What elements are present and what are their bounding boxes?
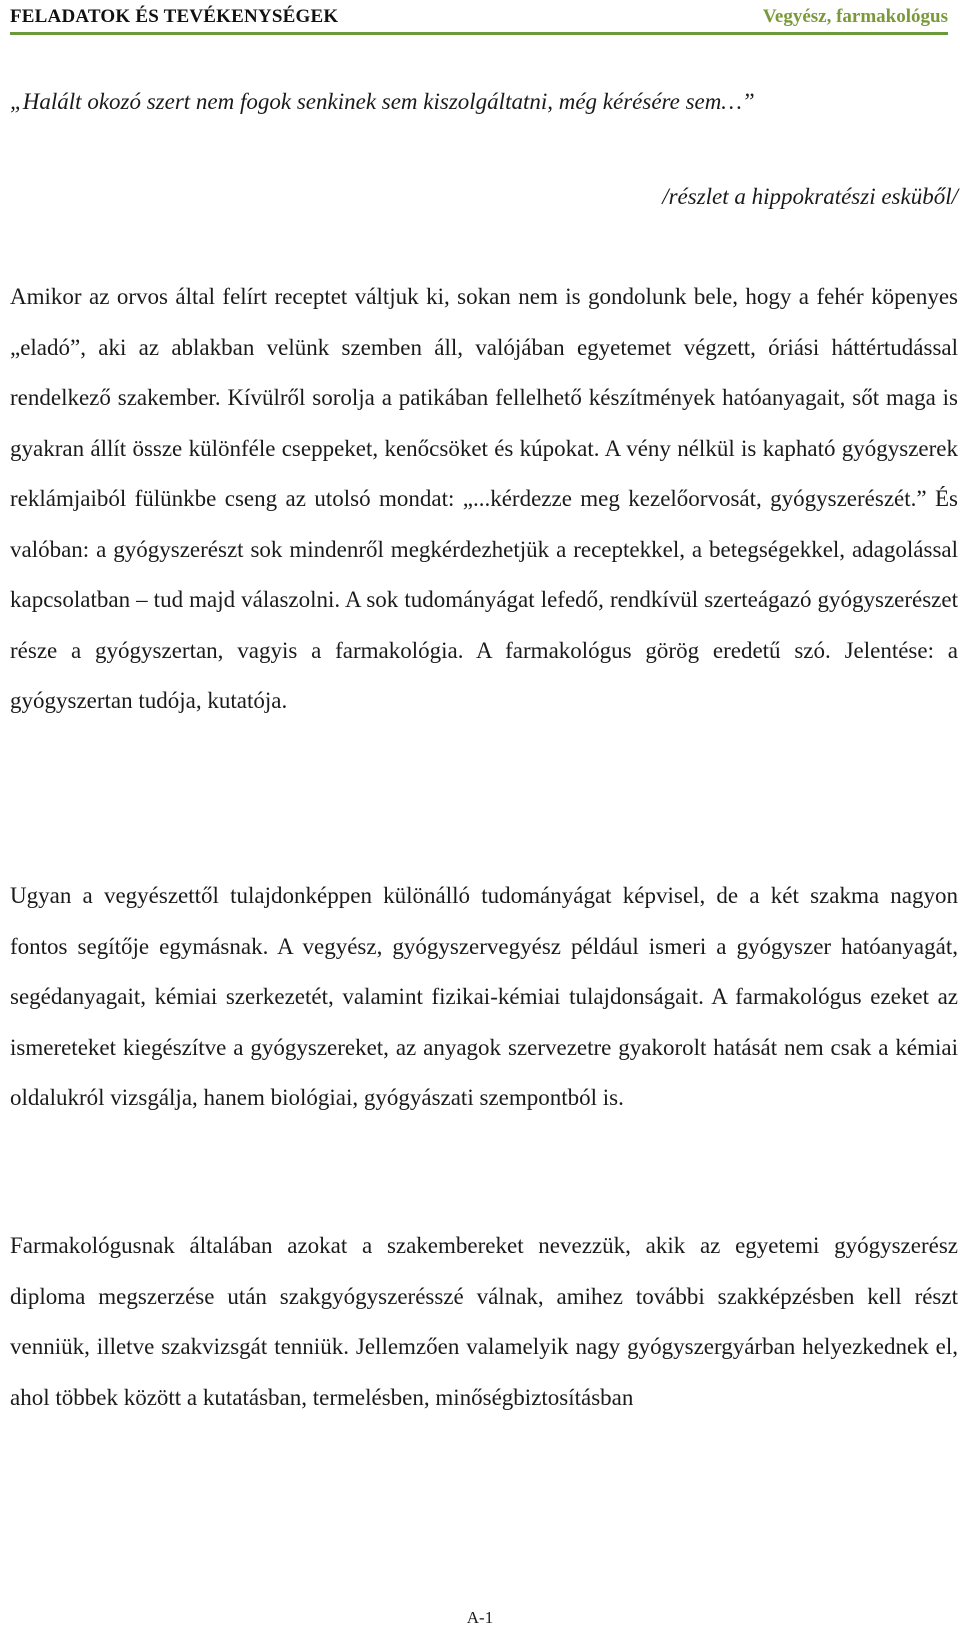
section-title: FELADATOK ÉS TEVÉKENYSÉGEK <box>10 6 339 27</box>
epigraph-attribution: /részlet a hippokratészi esküből/ <box>662 184 958 209</box>
body-paragraph-2: Ugyan a vegyészettől tulajdonképpen különálló tudományágat képvisel, de a két szakma nagyon fontos segítője egymásnak. A vegyész, gyógyszervegyész például ismeri a gyógyszer hatóanyagát, segédanyagait, kémiai szerkezetét, valamint fizikai-kémiai tulajdonságait. A farmakológus ezeket az ismereteket kiegészítve a gyógyszereket, az anyagok szervezetre gyakorolt hatását nem csak a kémiai oldalukról vizsgálja, hanem biológiai, gyógyászati szempontból is. <box>10 883 958 1110</box>
body-paragraph-3: Farmakológusnak általában azokat a szakembereket nevezzük, akik az egyetemi gyógyszerész diploma megszerzése után szakgyógyszerésszé válnak, amihez további szakképzésben kell részt venniük, illetve szakvizsgát tenniük. Jellemzően valamelyik nagy gyógyszergyárban helyezkednek el, ahol többek között a kutatásban, termelésben, minőségbiztosításban <box>10 1233 958 1410</box>
page-header <box>10 4 948 35</box>
document-title: Vegyész, farmakológus <box>762 6 948 27</box>
body-paragraph-1: Amikor az orvos által felírt receptet váltjuk ki, sokan nem is gondolunk bele, hogy a fehér köpenyes „eladó”, aki az ablakban velünk szemben áll, valójában egyetemet végzett, óriási háttértudással rendelkező szakember. Kívülről sorolja a patikában fellelhető készítmények hatóanyagait, sőt maga is gyakran állít össze különféle cseppeket, kenőcsöket és kúpokat. A vény nélkül is kapható gyógyszerek reklámjaiból fülünkbe cseng az utolsó mondat: „...kérdezze meg kezelőorvosát, gyógyszerészét.” És valóban: a gyógyszerészt sok mindenről megkérdezhetjük a receptekkel, a betegségekkel, adagolással kapcsolatban – tud majd válaszolni. A sok tudományágat lefedő, rendkívül szerteágazó gyógyszerészet része a gyógyszertan, vagyis a farmakológia. A farmakológus görög eredetű szó. Jelentése: a gyógyszertan tudója, kutatója. <box>10 284 958 713</box>
epigraph-quote: „Halált okozó szert nem fogok senkinek sem kiszolgáltatni, még kérésére sem…” <box>10 89 755 114</box>
page-number: A-1 <box>466 1608 494 1627</box>
